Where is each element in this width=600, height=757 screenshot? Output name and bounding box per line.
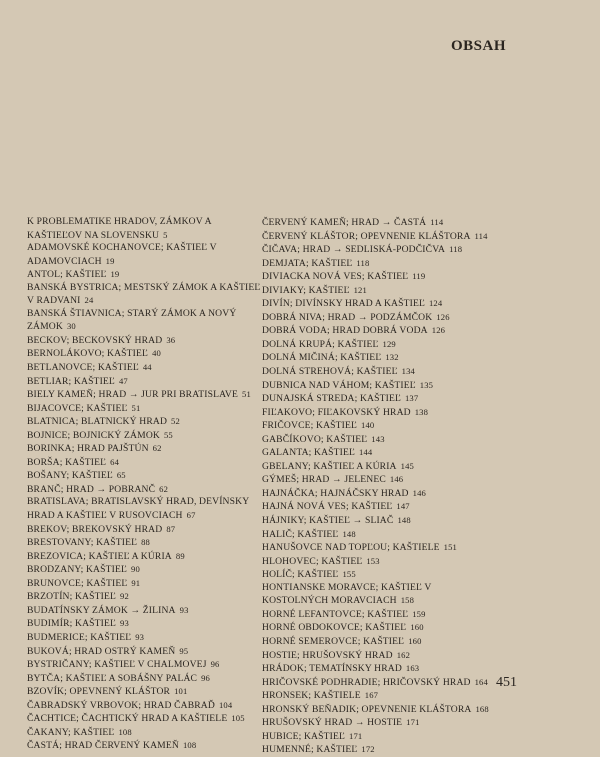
toc-entry-page: 134 <box>401 366 415 377</box>
toc-entry <box>262 703 500 717</box>
toc-entry-page: 153 <box>366 555 380 566</box>
toc-entry-title: BUDIMÍR; KAŠTIEĽ <box>27 618 117 630</box>
toc-entry-title: BRESTOVANY; KAŠTIEĽ <box>27 537 138 549</box>
toc-entry <box>262 379 500 393</box>
toc-entry-page: 147 <box>396 501 410 512</box>
toc-entry-page: 30 <box>66 321 76 332</box>
toc-entry-title: BIJACOVCE; KAŠTIEĽ <box>27 402 128 414</box>
toc-entry-title: ČERVENÝ KAMEŇ; HRAD → ČASTÁ <box>262 217 427 228</box>
toc-entry <box>262 528 500 542</box>
toc-entry-page: 36 <box>166 334 176 345</box>
toc-entry-title: HRUŠOVSKÝ HRAD → HOSTIE <box>262 717 403 729</box>
toc-entry-title: FRIČOVCE; KAŠTIEĽ <box>262 420 358 432</box>
toc-entry-page: 108 <box>118 726 132 737</box>
toc-entry <box>262 365 500 379</box>
toc-entry <box>27 347 265 361</box>
toc-entry <box>262 392 500 406</box>
toc-entry <box>262 555 500 569</box>
toc-entry-title: DUNAJSKÁ STREDA; KAŠTIEĽ <box>262 393 401 405</box>
toc-entry <box>27 442 265 456</box>
toc-entry-title: BANSKÁ ŠTIAVNICA; STARÝ ZÁMOK A NOVÝ ZÁMOK <box>27 307 237 333</box>
toc-entry-title: ANTOL; KAŠTIEĽ <box>27 269 107 281</box>
toc-entry <box>27 645 265 659</box>
toc-entry <box>262 541 500 555</box>
toc-entry-title: HORNÉ SEMEROVCE; KAŠTIEĽ <box>262 635 405 647</box>
toc-entry-page: 51 <box>242 389 251 400</box>
toc-entry <box>262 460 500 474</box>
toc-entry <box>262 338 500 352</box>
toc-entry-title: BANSKÁ BYSTRICA; MESTSKÝ ZÁMOK A KAŠTIEĽ V RADVANI <box>27 281 261 307</box>
toc-entry-page: 129 <box>382 338 396 349</box>
toc-entry-page: 88 <box>141 537 150 548</box>
toc-entry-page: 108 <box>182 740 197 751</box>
toc-entry-title: ČABRADSKÝ VRBOVOK; HRAD ČABRAĎ <box>27 699 215 711</box>
toc-entry <box>27 375 265 389</box>
toc-entry-title: DOBRÁ VODA; HRAD DOBRÁ VODA <box>262 325 428 337</box>
toc-entry <box>27 685 265 699</box>
toc-entry <box>27 334 265 348</box>
toc-entry <box>262 635 500 649</box>
toc-entry-page: 65 <box>116 470 126 481</box>
toc-entry-page: 146 <box>412 487 426 498</box>
toc-entry-title: HANUŠOVCE NAD TOPĽOU; KAŠTIELE <box>262 542 440 554</box>
toc-entry-page: 52 <box>171 416 180 427</box>
toc-entry <box>262 311 500 325</box>
toc-entry-page: 5 <box>163 229 168 240</box>
toc-entry-title: BETLANOVCE; KAŠTIEĽ <box>27 362 139 374</box>
toc-entry-page: 19 <box>105 255 115 266</box>
toc-entry-title: HAJNÁ NOVÁ VES; KAŠTIEĽ <box>262 501 393 513</box>
toc-entry <box>27 563 265 577</box>
toc-entry <box>262 257 500 271</box>
toc-entry <box>262 649 500 663</box>
toc-entry-page: 148 <box>397 515 411 526</box>
toc-entry-title: BLATNICA; BLATNICKÝ HRAD <box>27 416 168 428</box>
toc-entry-title: HÁJNIKY; KAŠTIEĽ → SLIAČ <box>262 515 394 527</box>
toc-entry-title: BRATISLAVA; BRATISLAVSKÝ HRAD, DEVÍNSKY HRAD A KAŠTIEĽ V RUSOVCIACH <box>27 496 249 522</box>
toc-entry-title: BOŠANY; KAŠTIEĽ <box>27 470 113 482</box>
toc-entry <box>27 429 265 443</box>
toc-entry <box>262 621 500 635</box>
toc-entry-page: 96 <box>210 659 220 670</box>
toc-entry <box>27 415 265 429</box>
toc-entry-page: 51 <box>131 402 141 413</box>
toc-entry <box>262 270 500 284</box>
toc-entry <box>27 550 265 564</box>
toc-entry-page: 138 <box>414 406 429 417</box>
toc-entry-page: 172 <box>361 744 375 755</box>
toc-entry-page: 118 <box>356 257 370 268</box>
toc-entry-page: 119 <box>412 271 426 282</box>
toc-entry-page: 96 <box>201 672 211 683</box>
toc-entry-title: BETLIAR; KAŠTIEĽ <box>27 375 115 387</box>
toc-entry-page: 137 <box>404 393 419 404</box>
toc-entry-title: DEMJATA; KAŠTIEĽ <box>262 257 353 269</box>
toc-entry-page: 93 <box>179 604 189 615</box>
toc-entry-page: 114 <box>430 217 444 227</box>
toc-entry-page: 44 <box>142 362 152 373</box>
toc-entry-title: HONTIANSKE MORAVCE; KAŠTIEĽ V KOSTOLNÝCH MORAVCIACH <box>262 581 432 607</box>
toc-entry-title: GABČÍKOVO; KAŠTIEĽ <box>262 433 368 445</box>
toc-entry-title: BUDATÍNSKY ZÁMOK → ŽILINA <box>27 604 176 616</box>
toc-entry-page: 91 <box>131 577 141 588</box>
toc-entry-page: 121 <box>353 284 367 295</box>
toc-entry-page: 124 <box>428 298 443 309</box>
toc-entry-page: 151 <box>443 542 457 553</box>
toc-entry-page: 146 <box>389 474 404 485</box>
toc-entry-page: 95 <box>179 645 189 656</box>
toc-entry-title: BREZOVICA; KAŠTIEĽ A KÚRIA <box>27 550 172 562</box>
toc-entry-page: 126 <box>436 311 450 322</box>
toc-entry-page: 87 <box>166 523 176 534</box>
toc-entry <box>262 662 500 676</box>
toc-entry <box>262 351 500 365</box>
toc-entry <box>27 496 265 522</box>
toc-entry-title: ČIČAVA; HRAD → SEDLISKÁ-PODČIČVA <box>262 244 446 256</box>
toc-entry <box>27 242 265 268</box>
toc-entry <box>262 406 500 420</box>
toc-entry-title: HRIČOVSKÉ PODHRADIE; HRIČOVSKÝ HRAD <box>262 676 471 688</box>
toc-entry <box>262 676 500 690</box>
toc-entry-title: DIVIAKY; KAŠTIEĽ <box>262 284 350 296</box>
toc-entry <box>262 608 500 622</box>
toc-entry-title: BYTČA; KAŠTIEĽ A SOBÁŠNY PALÁC <box>27 672 198 684</box>
toc-entry-title: HLOHOVEC; KAŠTIEĽ <box>262 555 363 567</box>
toc-entry <box>27 699 265 713</box>
toc-entry <box>27 308 265 334</box>
toc-entry-title: HOSTIE; HRUŠOVSKÝ HRAD <box>262 649 393 661</box>
toc-entry-page: 171 <box>349 730 363 741</box>
toc-entry-page: 105 <box>231 713 245 724</box>
toc-entry-page: 145 <box>400 460 414 471</box>
toc-entry <box>27 590 265 604</box>
toc-entry-page: 24 <box>84 295 94 306</box>
toc-entry-title: ČERVENÝ KLÁŠTOR; OPEVNENIE KLÁŠTORA <box>262 230 471 242</box>
toc-entry-page: 67 <box>186 510 196 521</box>
toc-entry <box>262 487 500 501</box>
toc-entry-title: HALIČ; KAŠTIEĽ <box>262 528 339 540</box>
toc-entry-title: BORŠA; KAŠTIEĽ <box>27 456 107 468</box>
toc-entry-title: BYSTRIČANY; KAŠTIEĽ V CHALMOVEJ <box>27 659 207 671</box>
toc-entry <box>262 284 500 298</box>
toc-entry-title: BRUNOVCE; KAŠTIEĽ <box>27 577 128 589</box>
toc-entry <box>27 739 265 753</box>
toc-entry-title: HAJNÁČKA; HAJNÁČSKY HRAD <box>262 487 409 499</box>
toc-entry <box>27 672 265 686</box>
toc-entry-title: ČASTÁ; HRAD ČERVENÝ KAMEŇ <box>27 740 179 752</box>
page-number: 451 <box>496 675 517 690</box>
toc-entry-page: 163 <box>405 663 420 674</box>
toc-entry <box>27 483 265 497</box>
toc-entry-title: HUMENNÉ; KAŠTIEĽ <box>262 744 358 756</box>
toc-entry <box>262 297 500 311</box>
toc-entry <box>262 216 500 230</box>
toc-entry-title: BIELY KAMEŇ; HRAD → JUR PRI BRATISLAVE <box>27 389 239 401</box>
toc-entry-title: ČACHTICE; ČACHTICKÝ HRAD A KAŠTIELE <box>27 713 228 725</box>
toc-entry-page: 167 <box>364 690 379 701</box>
toc-entry <box>27 577 265 591</box>
toc-entry <box>262 500 500 514</box>
toc-entry <box>27 631 265 645</box>
toc-entry <box>262 568 500 582</box>
toc-entry-title: HORNÉ LEFANTOVCE; KAŠTIEĽ <box>262 608 409 620</box>
toc-entry-page: 118 <box>449 244 463 255</box>
toc-entry-page: 55 <box>163 429 173 440</box>
toc-entry-page: 171 <box>406 717 420 728</box>
toc-entry-page: 158 <box>400 595 415 606</box>
toc-entry-page: 89 <box>175 550 185 561</box>
toc-entry <box>27 268 265 282</box>
toc-entry-title: HRONSKÝ BEŇADIK; OPEVNENIE KLÁŠTORA <box>262 703 472 715</box>
toc-entry <box>27 617 265 631</box>
toc-entry-page: 47 <box>118 375 128 386</box>
toc-entry-page: 160 <box>410 622 424 633</box>
toc-entry-title: BOJNICE; BOJNICKÝ ZÁMOK <box>27 429 160 441</box>
toc-entry-title: FIĽAKOVO; FIĽAKOVSKÝ HRAD <box>262 406 411 418</box>
toc-entry-title: BRODZANY; KAŠTIEĽ <box>27 564 127 576</box>
toc-entry-title: HUBICE; KAŠTIEĽ <box>262 730 345 742</box>
toc-entry <box>262 243 500 257</box>
toc-entry-page: 93 <box>135 631 145 642</box>
toc-entry-page: 19 <box>110 269 120 280</box>
toc-entry-title: BUKOVÁ; HRAD OSTRÝ KAMEŇ <box>27 645 176 657</box>
toc-entry <box>262 514 500 528</box>
toc-entry-page: 114 <box>474 230 488 241</box>
toc-entry <box>27 282 265 308</box>
toc-entry-page: 62 <box>152 443 162 454</box>
toc-entry-title: BRZOTÍN; KAŠTIEĽ <box>27 591 117 603</box>
toc-entry <box>27 536 265 550</box>
toc-entry-page: 143 <box>371 433 385 444</box>
toc-entry-page: 104 <box>218 699 233 710</box>
toc-entry-page: 144 <box>359 447 373 458</box>
toc-entry <box>27 658 265 672</box>
toc-entry-title: BZOVÍK; OPEVNENÝ KLÁŠTOR <box>27 686 171 698</box>
toc-entry-title: DOLNÁ MIČINÁ; KAŠTIEĽ <box>262 352 382 364</box>
toc-entry-page: 64 <box>110 456 120 467</box>
toc-entry <box>27 216 265 242</box>
toc-entry-page: 101 <box>174 686 188 697</box>
toc-entry-title: DOLNÁ KRUPÁ; KAŠTIEĽ <box>262 338 379 350</box>
toc-entry-title: BRANČ; HRAD → POBRANČ <box>27 483 156 495</box>
toc-entry <box>262 446 500 460</box>
toc-entry <box>27 388 265 402</box>
toc-entry-page: 140 <box>361 420 375 431</box>
toc-left-column <box>27 216 265 753</box>
toc-entry-title: ČAKANY; KAŠTIEĽ <box>27 726 115 738</box>
toc-entry-title: DIVIACKA NOVÁ VES; KAŠTIEĽ <box>262 271 409 283</box>
toc-entry <box>27 712 265 726</box>
toc-entry-page: 159 <box>412 608 426 619</box>
toc-entry-page: 162 <box>396 649 411 660</box>
toc-entry <box>262 433 500 447</box>
toc-entry <box>27 469 265 483</box>
toc-entry-page: 93 <box>120 618 129 629</box>
toc-entry <box>27 361 265 375</box>
toc-entry-title: DOLNÁ STREHOVÁ; KAŠTIEĽ <box>262 366 398 378</box>
toc-entry-title: GALANTA; KAŠTIEĽ <box>262 447 356 459</box>
toc-entry <box>262 230 500 244</box>
toc-entry <box>262 689 500 703</box>
toc-entry <box>262 730 500 744</box>
toc-entry-title: DOBRÁ NIVA; HRAD → PODZÁMČOK <box>262 311 433 323</box>
toc-entry-page: 126 <box>431 325 446 336</box>
toc-entry-page: 132 <box>385 352 399 363</box>
toc-entry-title: BREKOV; BREKOVSKÝ HRAD <box>27 523 163 535</box>
toc-entry <box>262 582 500 608</box>
toc-entry <box>27 456 265 470</box>
toc-entry <box>262 473 500 487</box>
toc-entry-page: 168 <box>475 703 489 714</box>
toc-entry-page: 148 <box>342 528 356 539</box>
toc-entry-title: BERNOLÁKOVO; KAŠTIEĽ <box>27 348 149 360</box>
toc-entry-title: ADAMOVSKÉ KOCHANOVCE; KAŠTIEĽ V ADAMOVCIACH <box>27 242 217 267</box>
toc-entry-title: BORINKA; HRAD PAJŠTÚN <box>27 443 149 455</box>
toc-right-column <box>262 216 500 757</box>
toc-entry-title: HRONSEK; KAŠTIELE <box>262 690 361 702</box>
toc-entry <box>27 402 265 416</box>
toc-entry-title: DUBNICA NAD VÁHOM; KAŠTIEĽ <box>262 379 416 391</box>
toc-entry-page: 135 <box>419 379 434 390</box>
toc-entry <box>27 604 265 618</box>
toc-entry-page: 62 <box>159 483 169 494</box>
toc-entry-title: HOLÍČ; KAŠTIEĽ <box>262 569 339 581</box>
page-title: OBSAH <box>451 38 507 54</box>
toc-entry <box>262 743 500 757</box>
toc-entry-page: 40 <box>152 348 161 359</box>
toc-entry-title: GBELANY; KAŠTIEĽ A KÚRIA <box>262 460 397 472</box>
toc-entry <box>27 523 265 537</box>
toc-entry-title: HRÁDOK; TEMATÍNSKY HRAD <box>262 663 402 675</box>
toc-entry-page: 160 <box>408 635 422 646</box>
toc-entry-page: 155 <box>342 569 356 580</box>
toc-entry-page: 90 <box>131 564 140 575</box>
toc-entry-title: BUDMERICE; KAŠTIEĽ <box>27 631 132 643</box>
toc-entry-title: GÝMEŠ; HRAD → JELENEC <box>262 474 386 486</box>
toc-entry-page: 92 <box>120 591 129 602</box>
toc-entry-title: DIVÍN; DIVÍNSKY HRAD A KAŠTIEĽ <box>262 298 425 310</box>
toc-entry <box>262 324 500 338</box>
toc-entry <box>262 419 500 433</box>
toc-entry-title: HORNÉ OBDOKOVCE; KAŠTIEĽ <box>262 622 407 634</box>
toc-entry-title: K PROBLEMATIKE HRADOV, ZÁMKOV A KAŠTIEĽOV NA SLOVENSKU <box>27 216 212 241</box>
toc-entry-title: BECKOV; BECKOVSKÝ HRAD <box>27 334 163 346</box>
toc-entry-page: 164 <box>474 676 488 687</box>
